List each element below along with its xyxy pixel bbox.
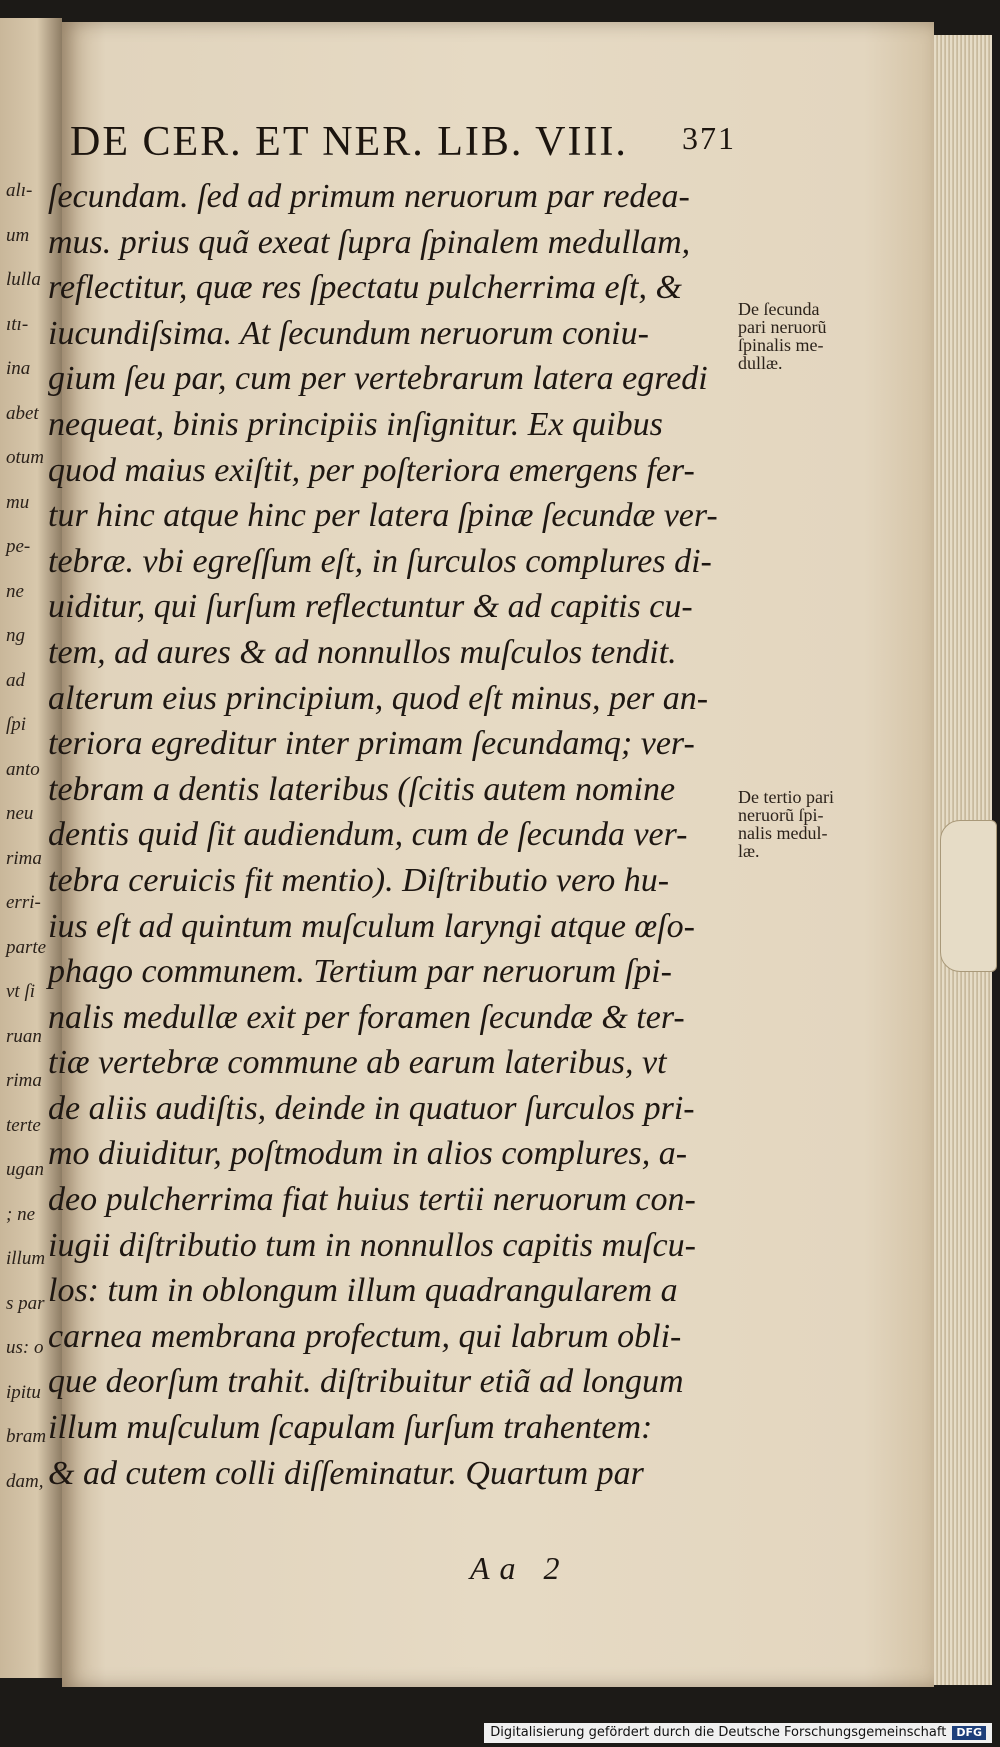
text-line: ius eſt ad quintum muſculum laryngi atque œſo- — [48, 907, 695, 945]
left-page-fragment: s par — [6, 1292, 45, 1314]
text-line: tiæ vertebræ commune ab earum lateribus, vt — [48, 1044, 667, 1082]
left-page-fragment: illum — [6, 1248, 46, 1269]
left-page-fragment: dam, — [6, 1470, 44, 1492]
left-page-fragment: ſpi — [6, 714, 27, 735]
left-page-fragment: ad — [6, 669, 25, 691]
margin-note — [738, 300, 908, 372]
signature-mark: Aa 2 — [470, 1550, 570, 1586]
text-line: gium ſeu par, cum per vertebrarum latera egredi — [48, 360, 708, 398]
footer-text: Digitalisierung gefördert durch die Deutsche Forschungsgemeinschaft — [490, 1725, 947, 1740]
left-page-fragment: ne — [6, 580, 24, 602]
left-page-fragment: parte — [6, 936, 47, 958]
left-page-fragment: anto — [6, 758, 40, 780]
dfg-logo: DFG — [952, 1726, 986, 1740]
text-line: ſecundam. ſed ad primum neruorum par redea- — [48, 178, 690, 215]
text-line: dentis quid ſit audiendum, cum de ſecunda ver- — [48, 816, 688, 854]
left-page-fragment: erri- — [6, 892, 41, 913]
left-page-fragment: abet — [6, 402, 39, 424]
left-page-fragment: ugan — [6, 1159, 44, 1180]
left-page-fragment: neu — [6, 803, 34, 824]
text-line: phago communem. Tertium par neruorum ſpi- — [48, 953, 672, 991]
text-line: tebra ceruicis fit mentio). Diſtributio vero hu- — [48, 861, 670, 899]
text-line: tem, ad aures & ad nonnullos muſculos tendit. — [48, 633, 677, 671]
left-page-fragment: otum — [6, 447, 44, 468]
text-line: nalis medullæ exit per foramen ſecundæ & ter- — [48, 998, 685, 1036]
text-line: mus. prius quã exeat ſupra ſpinalem medullam, — [48, 223, 691, 261]
left-page-fragment: ina — [6, 358, 31, 379]
left-page-fragment: mu — [6, 491, 30, 513]
margin-note-line: pari neruorũ — [738, 317, 827, 337]
margin-note — [738, 788, 908, 860]
left-page-fragment: pe- — [6, 536, 31, 557]
page-tab — [940, 820, 997, 972]
left-page-fragment: rima — [6, 847, 42, 869]
left-page-fragment: us: o — [6, 1337, 44, 1358]
left-page-fragment: lulla — [6, 269, 41, 290]
text-line: tur hinc atque hinc per latera ſpinæ ſecundæ ver- — [48, 497, 718, 535]
left-page-fragment: vt ſi — [6, 981, 36, 1002]
running-head — [70, 118, 750, 166]
text-line: alterum eius principium, quod eſt minus, per an- — [48, 679, 709, 717]
text-line: iucundiſsima. At ſecundum neruorum coniu- — [48, 314, 649, 352]
left-page-fragment: ; ne — [6, 1203, 36, 1225]
text-line: uiditur, qui ſurſum reflectuntur & ad capitis cu- — [48, 588, 693, 626]
body-text — [48, 174, 738, 1496]
margin-note-line: De ſecunda — [738, 299, 820, 319]
text-line: tebræ. vbi egreſſum eſt, in ſurculos complures di- — [48, 542, 712, 580]
folio-number: 371 — [682, 120, 736, 156]
text-line: illum muſculum ſcapulam ſurſum trahentem: — [48, 1409, 653, 1447]
text-line: quod maius exiſtit, per poſteriora emergens fer- — [48, 451, 695, 489]
left-page-fragment: bram — [6, 1426, 47, 1447]
text-line: los: tum in oblongum illum quadrangularem a — [48, 1272, 678, 1310]
left-page-fragment: terte — [6, 1114, 41, 1136]
left-page-fragment: ıtı- — [6, 313, 29, 335]
text-line: deo pulcherrima fiat huius tertii neruorum con- — [48, 1181, 696, 1219]
margin-note-line: nalis medul- — [738, 823, 828, 843]
text-line: & ad cutem colli diſſeminatur. Quartum par — [48, 1454, 644, 1492]
margin-note-line: ſpinalis me- — [738, 335, 824, 355]
left-page-fragment: ruan — [6, 1025, 42, 1047]
left-page-fragment: ipitu — [6, 1381, 41, 1403]
digitization-footer — [484, 1723, 992, 1743]
text-line: que deorſum trahit. diſtribuitur etiã ad longum — [48, 1363, 684, 1401]
margin-note-line: dullæ. — [738, 353, 783, 373]
text-line: mo diuiditur, poſtmodum in alios complures, a- — [48, 1135, 688, 1173]
left-page-fragment: um — [6, 224, 30, 246]
text-line: carnea membrana profectum, qui labrum obli- — [48, 1317, 682, 1355]
text-line: teriora egreditur inter primam ſecundamq; ver- — [48, 725, 695, 763]
left-page-fragment: alı- — [6, 180, 33, 201]
text-line: de aliis audiſtis, deinde in quatuor ſurculos pri- — [48, 1089, 695, 1127]
running-head-title: DE CER. ET NER. LIB. VIII. — [70, 119, 628, 165]
margin-note-line: læ. — [738, 841, 760, 861]
text-line: iugii diſtributio tum in nonnullos capitis muſcu- — [48, 1226, 696, 1264]
text-line: reflectitur, quæ res ſpectatu pulcherrima eſt, & — [48, 269, 682, 307]
margin-note-line: neruorũ ſpi- — [738, 805, 824, 825]
text-line: tebram a dentis lateribus (ſcitis autem nomine — [48, 770, 676, 808]
left-page-fragment: rima — [6, 1070, 42, 1091]
margin-note-line: De tertio pari — [738, 787, 834, 807]
left-page-fragment: ng — [6, 625, 25, 646]
text-line: nequeat, binis principiis inſignitur. Ex quibus — [48, 405, 663, 443]
